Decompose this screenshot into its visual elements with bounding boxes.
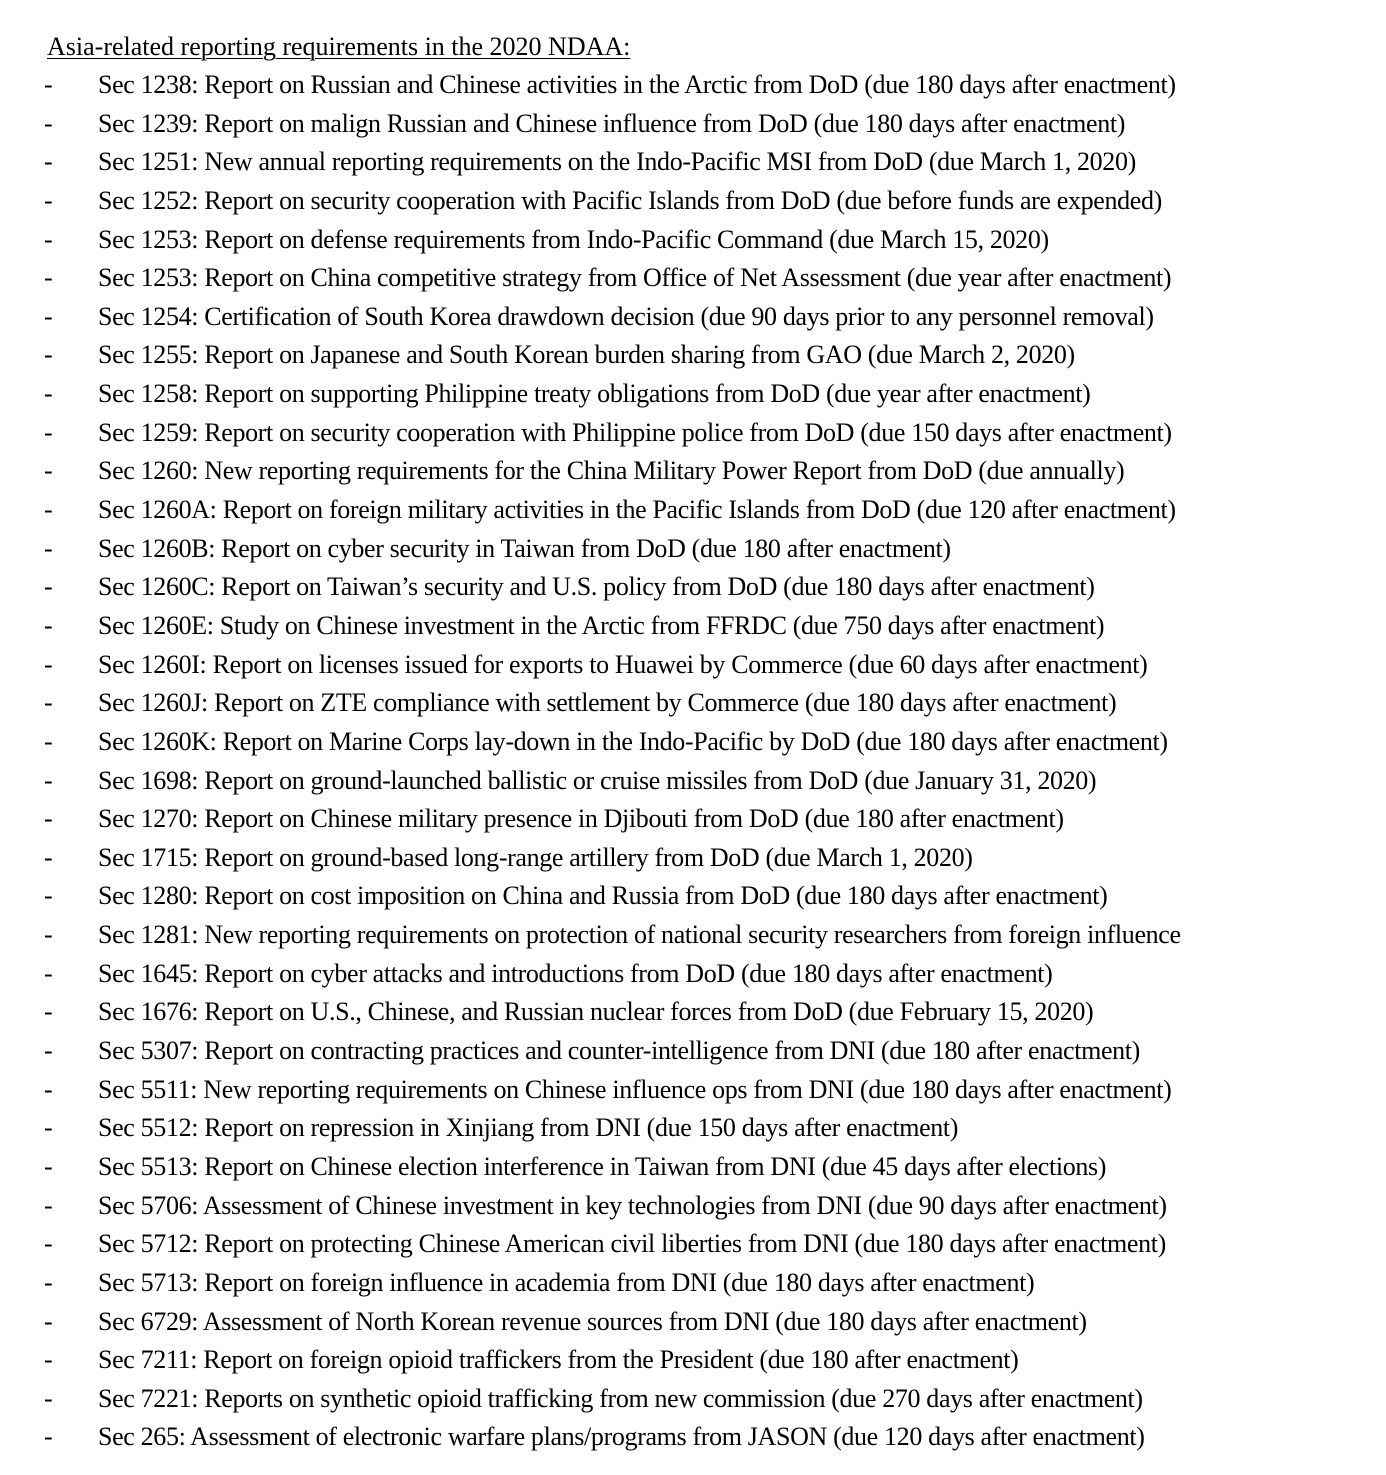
list-item [0, 105, 1386, 144]
bullet-dash: - [44, 108, 53, 138]
bullet-dash: - [44, 649, 53, 679]
list-item-text: Sec 1253: Report on China competitive strategy from Office of Net Assessment (due year after enactment) [98, 263, 1172, 293]
list-item [0, 375, 1386, 414]
list-item [0, 298, 1386, 337]
list-item [0, 1187, 1386, 1226]
bullet-dash: - [44, 1422, 53, 1452]
list-item [0, 1418, 1386, 1457]
bullet-dash: - [44, 533, 53, 563]
bullet-dash: - [44, 920, 53, 950]
list-item [0, 1148, 1386, 1187]
list-item-text: Sec 1253: Report on defense requirements from Indo-Pacific Command (due March 15, 2020) [98, 224, 1049, 254]
list-item-text: Sec 1260B: Report on cyber security in Taiwan from DoD (due 180 after enactment) [98, 533, 951, 563]
bullet-dash: - [44, 224, 53, 254]
list-item [0, 259, 1386, 298]
bullet-dash: - [44, 1151, 53, 1181]
list-item-text: Sec 1281: New reporting requirements on protection of national security researchers from foreign influence [98, 920, 1181, 950]
list-item [0, 1380, 1386, 1419]
list-item-text: Sec 5511: New reporting requirements on Chinese influence ops from DNI (due 180 days after enactment) [98, 1074, 1172, 1104]
list-item [0, 723, 1386, 762]
list-item-text: Sec 1258: Report on supporting Philippine treaty obligations from DoD (due year after enactment) [98, 379, 1091, 409]
list-item [0, 646, 1386, 685]
bullet-dash: - [44, 456, 53, 486]
bullet-dash: - [44, 185, 53, 215]
bullet-dash: - [44, 1074, 53, 1104]
list-item-text: Sec 5307: Report on contracting practices and counter-intelligence from DNI (due 180 after enactment) [98, 1036, 1140, 1066]
list-item [0, 607, 1386, 646]
bullet-dash: - [44, 804, 53, 834]
bullet-dash: - [44, 881, 53, 911]
bullet-dash: - [44, 147, 53, 177]
list-item-text: Sec 7211: Report on foreign opioid traffickers from the President (due 180 after enactment) [98, 1345, 1019, 1375]
list-item-text: Sec 1260I: Report on licenses issued for exports to Huawei by Commerce (due 60 days after enactment) [98, 649, 1148, 679]
bullet-dash: - [44, 1190, 53, 1220]
list-item [0, 1264, 1386, 1303]
bullet-dash: - [44, 610, 53, 640]
list-item-text: Sec 1255: Report on Japanese and South Korean burden sharing from GAO (due March 2, 2020) [98, 340, 1075, 370]
list-item [0, 414, 1386, 453]
list-item-text: Sec 1260A: Report on foreign military activities in the Pacific Islands from DoD (due 120 after enactment) [98, 495, 1176, 525]
bullet-dash: - [44, 1036, 53, 1066]
bullet-dash: - [44, 263, 53, 293]
list-item [0, 568, 1386, 607]
bullet-dash: - [44, 688, 53, 718]
list-item [0, 1071, 1386, 1110]
bullet-dash: - [44, 1229, 53, 1259]
list-item-text: Sec 5512: Report on repression in Xinjiang from DNI (due 150 days after enactment) [98, 1113, 959, 1143]
list-item [0, 491, 1386, 530]
bullet-dash: - [44, 1383, 53, 1413]
bullet-dash: - [44, 340, 53, 370]
bullet-dash: - [44, 417, 53, 447]
list-item-text: Sec 1676: Report on U.S., Chinese, and Russian nuclear forces from DoD (due February 15, 2020) [98, 997, 1094, 1027]
list-item [0, 1303, 1386, 1342]
list-item-text: Sec 1260: New reporting requirements for the China Military Power Report from DoD (due annually) [98, 456, 1125, 486]
list-item-text: Sec 1260K: Report on Marine Corps lay-down in the Indo-Pacific by DoD (due 180 days after enactment) [98, 726, 1168, 756]
list-item [0, 336, 1386, 375]
list-item [0, 1032, 1386, 1071]
list-item-text: Sec 1645: Report on cyber attacks and introductions from DoD (due 180 days after enactment) [98, 958, 1053, 988]
list-item [0, 800, 1386, 839]
list-item [0, 916, 1386, 955]
list-item [0, 762, 1386, 801]
list-item [0, 530, 1386, 569]
bullet-dash: - [44, 1306, 53, 1336]
list-item-text: Sec 1715: Report on ground-based long-range artillery from DoD (due March 1, 2020) [98, 842, 973, 872]
list-item-text: Sec 5713: Report on foreign influence in academia from DNI (due 180 days after enactment) [98, 1267, 1035, 1297]
list-item [0, 1109, 1386, 1148]
bullet-dash: - [44, 842, 53, 872]
bullet-dash: - [44, 379, 53, 409]
list-item [0, 955, 1386, 994]
list-item-text: Sec 1260C: Report on Taiwan’s security and U.S. policy from DoD (due 180 days after enactment) [98, 572, 1095, 602]
list-item [0, 143, 1386, 182]
list-item-text: Sec 1239: Report on malign Russian and Chinese influence from DoD (due 180 days after enactment) [98, 108, 1126, 138]
bullet-dash: - [44, 301, 53, 331]
list-item [0, 221, 1386, 260]
document-heading: Asia-related reporting requirements in the 2020 NDAA: [47, 32, 631, 61]
bullet-dash: - [44, 958, 53, 988]
bullet-dash: - [44, 726, 53, 756]
list-item-text: Sec 1260J: Report on ZTE compliance with settlement by Commerce (due 180 days after enactment) [98, 688, 1117, 718]
bullet-dash: - [44, 1267, 53, 1297]
list-item [0, 993, 1386, 1032]
list-item [0, 452, 1386, 491]
list-item-text: Sec 5712: Report on protecting Chinese American civil liberties from DNI (due 180 days after enactment) [98, 1229, 1166, 1259]
requirements-list [0, 66, 1386, 1457]
list-item-text: Sec 1280: Report on cost imposition on China and Russia from DoD (due 180 days after enactment) [98, 881, 1108, 911]
list-item-text: Sec 1260E: Study on Chinese investment in the Arctic from FFRDC (due 750 days after enactment) [98, 610, 1105, 640]
list-item-text: Sec 7221: Reports on synthetic opioid trafficking from new commission (due 270 days after enactment) [98, 1383, 1143, 1413]
list-item-text: Sec 1238: Report on Russian and Chinese activities in the Arctic from DoD (due 180 days after enactment) [98, 70, 1176, 99]
list-item-text: Sec 5513: Report on Chinese election interference in Taiwan from DNI (due 45 days after elections) [98, 1151, 1107, 1181]
list-item-text: Sec 6729: Assessment of North Korean revenue sources from DNI (due 180 days after enactment) [98, 1306, 1087, 1336]
bullet-dash: - [44, 1113, 53, 1143]
bullet-dash: - [44, 495, 53, 525]
list-item-text: Sec 1259: Report on security cooperation with Philippine police from DoD (due 150 days after enactment) [98, 417, 1172, 447]
list-item [0, 1341, 1386, 1380]
bullet-dash: - [44, 572, 53, 602]
bullet-dash: - [44, 1345, 53, 1375]
list-item-text: Sec 1251: New annual reporting requirements on the Indo-Pacific MSI from DoD (due March 1, 2020) [98, 147, 1136, 177]
list-item [0, 1225, 1386, 1264]
list-item-text: Sec 1254: Certification of South Korea drawdown decision (due 90 days prior to any personnel removal) [98, 301, 1154, 331]
list-item [0, 877, 1386, 916]
list-item [0, 839, 1386, 878]
list-item [0, 66, 1386, 105]
list-item-text: Sec 5706: Assessment of Chinese investment in key technologies from DNI (due 90 days after enactment) [98, 1190, 1167, 1220]
list-item-text: Sec 1252: Report on security cooperation with Pacific Islands from DoD (due before funds are expended) [98, 185, 1162, 215]
list-item [0, 684, 1386, 723]
list-item [0, 182, 1386, 221]
list-item-text: Sec 1698: Report on ground-launched ballistic or cruise missiles from DoD (due January 31, 2020) [98, 765, 1097, 795]
bullet-dash: - [44, 765, 53, 795]
bullet-dash: - [44, 70, 53, 99]
list-item-text: Sec 265: Assessment of electronic warfare plans/programs from JASON (due 120 days after enactment) [98, 1422, 1145, 1452]
bullet-dash: - [44, 997, 53, 1027]
list-item-text: Sec 1270: Report on Chinese military presence in Djibouti from DoD (due 180 after enactment) [98, 804, 1064, 834]
